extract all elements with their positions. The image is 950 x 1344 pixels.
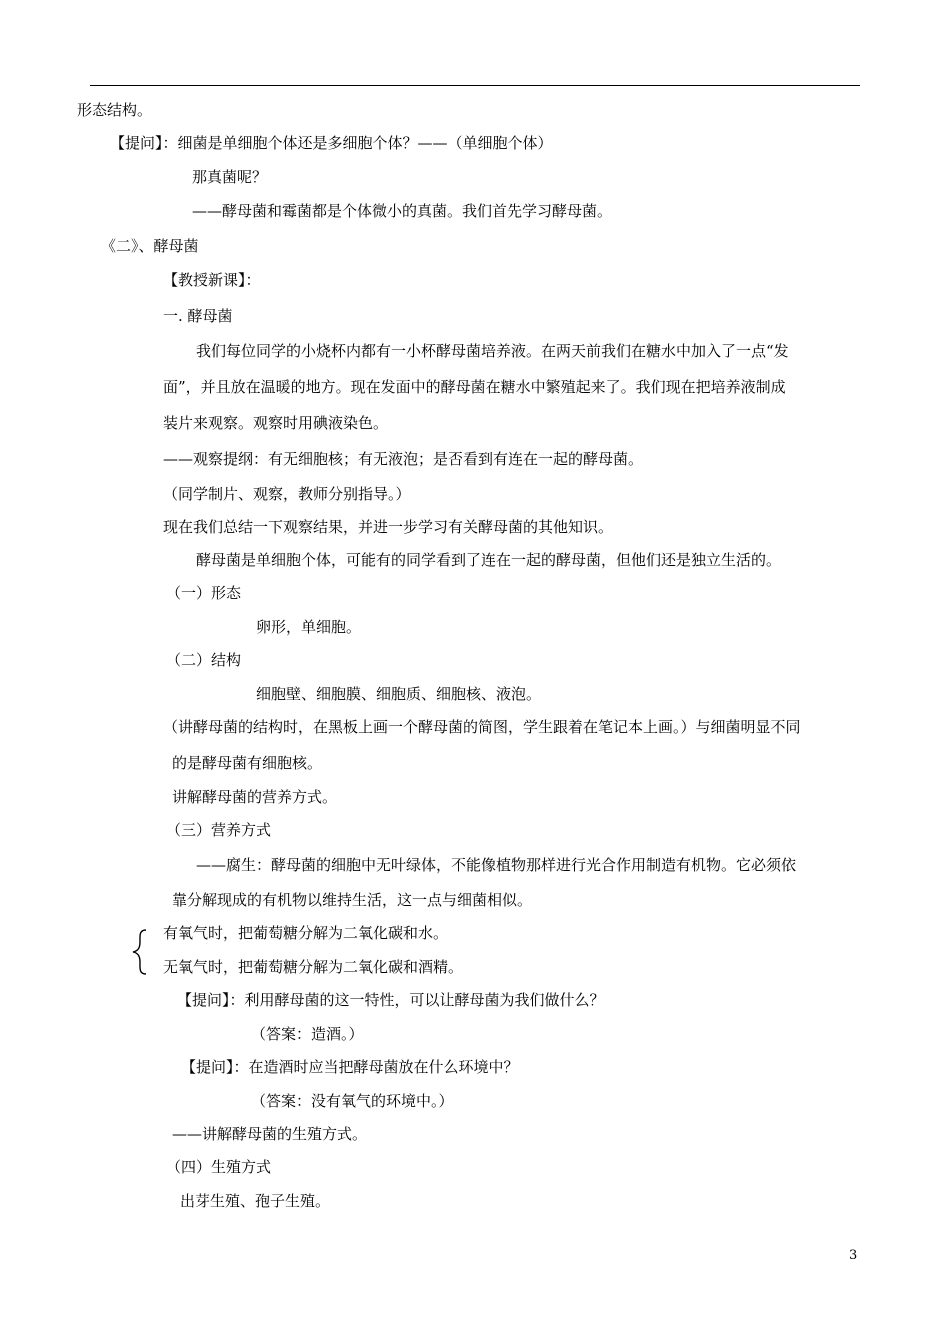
section-heading: 【教授新课】： — [163, 271, 261, 289]
answer-line: （答案：没有氧气的环境中。） — [251, 1092, 454, 1110]
text-line: 形态结构。 — [77, 101, 153, 119]
question-line: 【提问】：细菌是单细胞个体还是多细胞个体？——（单细胞个体） — [110, 134, 553, 152]
text-line: 无氧气时，把葡萄糖分解为二氧化碳和酒精。 — [163, 958, 464, 976]
curly-brace-icon — [130, 928, 148, 976]
text-line: 有氧气时，把葡萄糖分解为二氧化碳和水。 — [163, 924, 449, 942]
paragraph-line: 的是酵母菌有细胞核。 — [172, 754, 323, 772]
text-line: 那真菌呢？ — [192, 168, 268, 186]
text-line: 细胞壁、细胞膜、细胞质、细胞核、液泡。 — [256, 685, 542, 703]
page-number: 3 — [849, 1248, 858, 1263]
subsection-heading: （四）生殖方式 — [166, 1158, 272, 1176]
paragraph-line: ——腐生：酵母菌的细胞中无叶绿体，不能像植物那样进行光合作用制造有机物。它必须依 — [196, 856, 797, 874]
text-line: 卵形，单细胞。 — [256, 618, 362, 636]
subsection-heading: 一. 酵母菌 — [163, 307, 233, 325]
paragraph-line: 面”，并且放在温暖的地方。现在发面中的酵母菌在糖水中繁殖起来了。我们现在把培养液制成 — [163, 378, 786, 396]
paragraph-line: 靠分解现成的有机物以维持生活，这一点与细菌相似。 — [172, 891, 533, 909]
text-line: 酵母菌是单细胞个体，可能有的同学看到了连在一起的酵母菌，但他们还是独立生活的。 — [196, 551, 782, 569]
text-line: ——讲解酵母菌的生殖方式。 — [172, 1125, 368, 1143]
text-line: 出芽生殖、孢子生殖。 — [180, 1192, 331, 1210]
answer-line: （答案：造酒。） — [251, 1025, 364, 1043]
text-line: 讲解酵母菌的营养方式。 — [172, 788, 338, 806]
text-line: ——观察提纲：有无细胞核；有无液泡；是否看到有连在一起的酵母菌。 — [163, 450, 644, 468]
subsection-heading: （一）形态 — [166, 584, 242, 602]
text-line: 现在我们总结一下观察结果，并进一步学习有关酵母菌的其他知识。 — [163, 518, 614, 536]
question-line: 【提问】：利用酵母菌的这一特性，可以让酵母菌为我们做什么？ — [177, 991, 605, 1009]
question-line: 【提问】：在造酒时应当把酵母菌放在什么环境中？ — [181, 1058, 519, 1076]
header-rule — [90, 85, 860, 86]
text-line: （同学制片、观察，教师分别指导。） — [163, 485, 411, 503]
section-heading: 《二》、酵母菌 — [101, 237, 199, 255]
paragraph-line: 装片来观察。观察时用碘液染色。 — [163, 414, 389, 432]
subsection-heading: （二）结构 — [166, 651, 242, 669]
subsection-heading: （三）营养方式 — [166, 821, 272, 839]
paragraph-line: （讲酵母菌的结构时，在黑板上画一个酵母菌的简图，学生跟着在笔记本上画。）与细菌明显不同 — [163, 718, 801, 736]
paragraph-line: 我们每位同学的小烧杯内都有一小杯酵母菌培养液。在两天前我们在糖水中加入了一点“发 — [196, 342, 789, 360]
text-line: ——酵母菌和霉菌都是个体微小的真菌。我们首先学习酵母菌。 — [192, 202, 613, 220]
